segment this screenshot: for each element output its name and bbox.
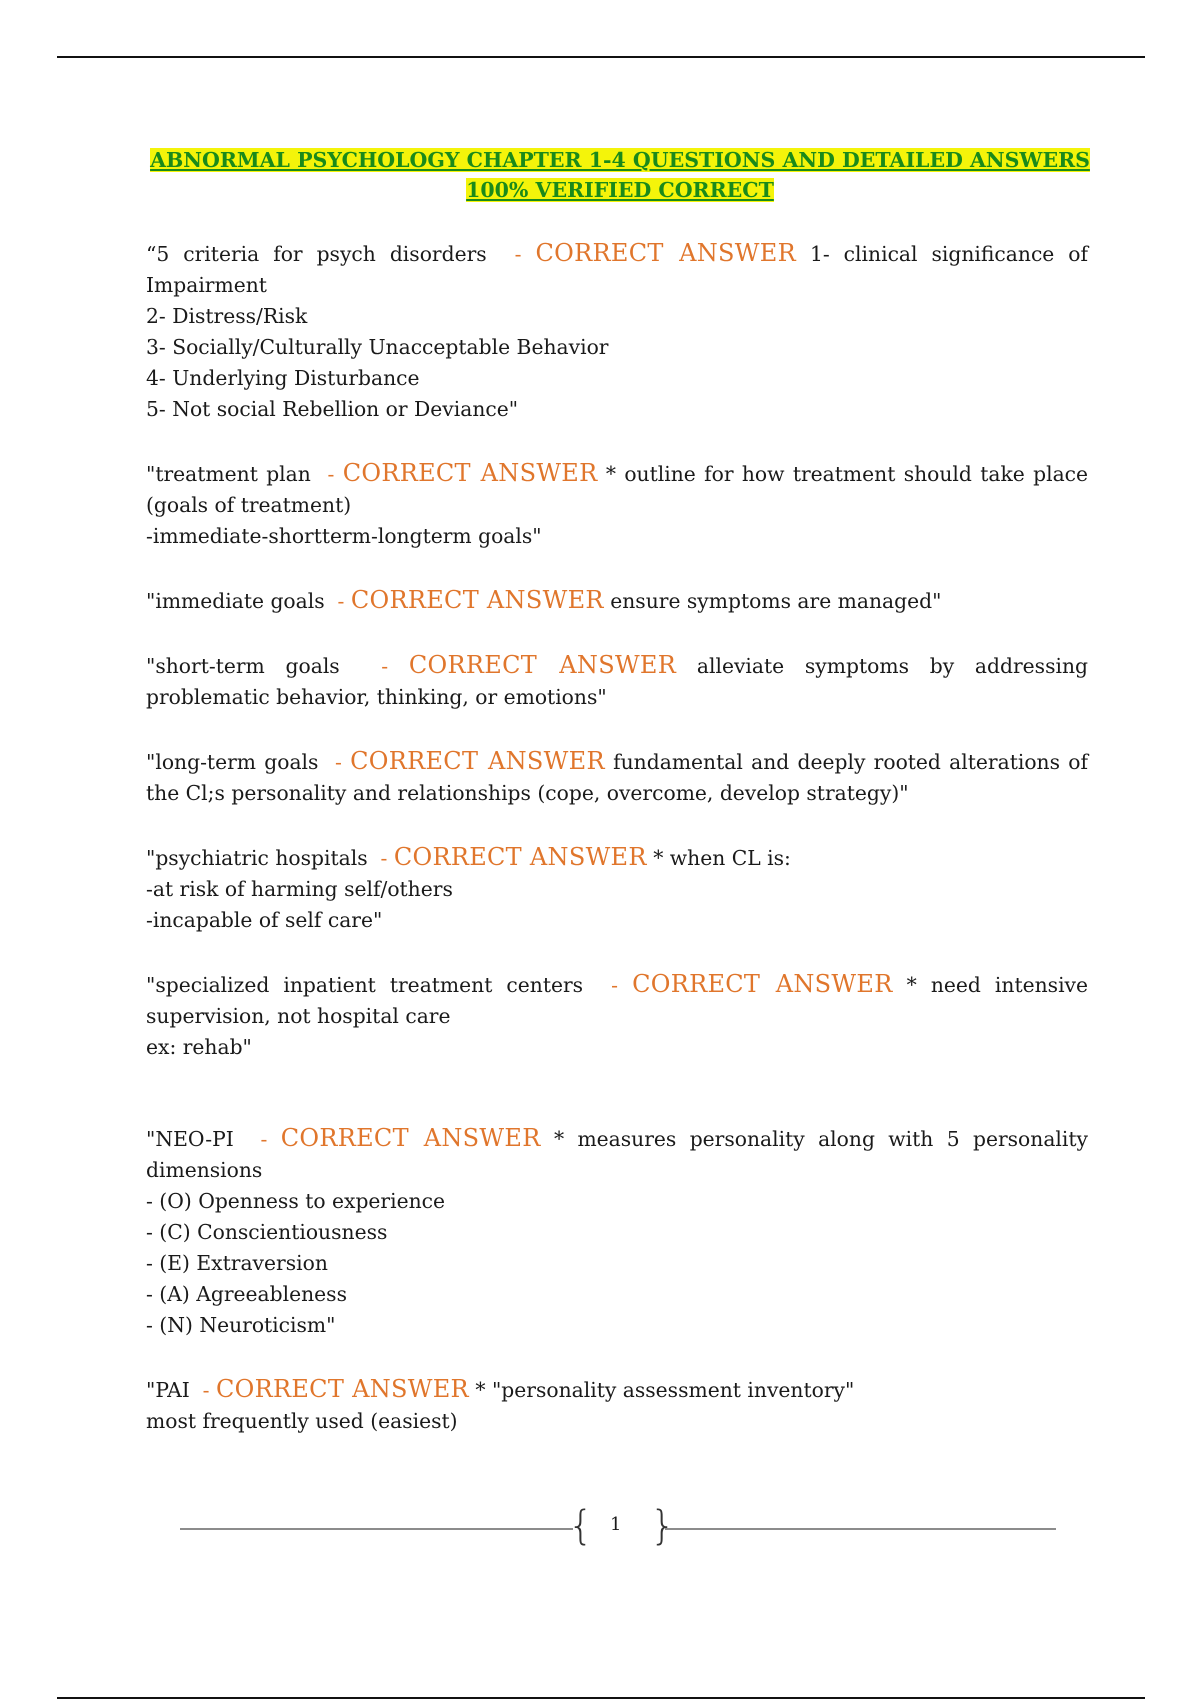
page-number: 1 xyxy=(610,1514,622,1535)
qa-entry xyxy=(146,1123,1088,1341)
footer-rule-left xyxy=(180,1528,573,1530)
qa-entry xyxy=(146,238,1088,425)
correct-answer-label: CORRECT ANSWER xyxy=(408,651,677,679)
answer-line: 2- Distress/Risk xyxy=(146,304,308,328)
qa-entry xyxy=(146,458,1088,552)
answer-line: 3- Socially/Culturally Unacceptable Behavior xyxy=(146,335,609,359)
correct-answer-label: CORRECT ANSWER xyxy=(342,459,598,487)
qa-entry xyxy=(146,1374,1088,1437)
answer-line: - (E) Extraversion xyxy=(146,1251,328,1275)
qa-entry xyxy=(146,969,1088,1063)
document-title xyxy=(130,145,1110,205)
entry-term: "short-term goals xyxy=(146,654,340,678)
separator-dash: - xyxy=(360,654,409,678)
answer-line: ensure symptoms are managed" xyxy=(610,589,942,613)
answer-line: 1- clinical significance of Impairment xyxy=(146,242,1088,297)
qa-list xyxy=(146,238,1088,1470)
entry-term: "immediate goals xyxy=(146,589,325,613)
separator-dash: - xyxy=(247,1127,281,1151)
answer-line: - (O) Openness to experience xyxy=(146,1189,446,1213)
page-footer xyxy=(180,1503,1056,1549)
right-brace-icon: } xyxy=(650,1503,676,1549)
correct-answer-label: CORRECT ANSWER xyxy=(215,1375,469,1403)
separator-dash: - xyxy=(374,846,394,870)
left-brace-icon: { xyxy=(568,1503,594,1549)
title-line-1: ABNORMAL PSYCHOLOGY CHAPTER 1-4 QUESTIONS AND DETAILED ANSWERS xyxy=(150,148,1090,172)
correct-answer-label: CORRECT ANSWER xyxy=(535,239,796,267)
footer-rule-right xyxy=(665,1528,1056,1530)
correct-answer-label: CORRECT ANSWER xyxy=(350,586,604,614)
answer-line: alleviate symptoms by addressing problematic behavior, thinking, or emotions" xyxy=(146,654,1089,709)
answer-line: -immediate-shortterm-longterm goals" xyxy=(146,524,542,548)
separator-dash: - xyxy=(597,973,633,997)
entry-term: "PAI xyxy=(146,1378,190,1402)
separator-dash: - xyxy=(331,589,351,613)
answer-line: fundamental and deeply rooted alterations of the Cl;s personality and relationships (cope, overcome, develop strategy)" xyxy=(146,750,1088,805)
correct-answer-label: CORRECT ANSWER xyxy=(350,747,605,775)
answer-line: ex: rehab" xyxy=(146,1035,252,1059)
entry-term: "specialized inpatient treatment centers xyxy=(146,973,584,997)
answer-line: * when CL is: xyxy=(653,846,791,870)
answer-line: -at risk of harming self/others xyxy=(146,877,453,901)
bottom-rule xyxy=(57,1697,1145,1699)
separator-dash: - xyxy=(500,242,536,266)
title-line-2: 100% VERIFIED CORRECT xyxy=(466,178,774,202)
correct-answer-label: CORRECT ANSWER xyxy=(280,1124,541,1152)
answer-line: * outline for how treatment should take place (goals of treatment) xyxy=(146,462,1089,517)
entry-term: "long-term goals xyxy=(146,750,319,774)
qa-entry xyxy=(146,746,1088,809)
entry-term: “5 criteria for psych disorders xyxy=(146,242,487,266)
answer-line: 4- Underlying Disturbance xyxy=(146,366,420,390)
answer-line: * "personality assessment inventory" xyxy=(475,1378,855,1402)
entry-term: "NEO-PI xyxy=(146,1127,234,1151)
answer-line: most frequently used (easiest) xyxy=(146,1409,458,1433)
separator-dash: - xyxy=(319,462,343,486)
answer-line: 5- Not social Rebellion or Deviance" xyxy=(146,397,519,421)
entry-term: "psychiatric hospitals xyxy=(146,846,368,870)
qa-entry xyxy=(146,585,1088,617)
qa-entry xyxy=(146,650,1088,713)
separator-dash: - xyxy=(196,1378,216,1402)
answer-line: - (A) Agreeableness xyxy=(146,1282,347,1306)
answer-line: * need intensive supervision, not hospital care xyxy=(146,973,1089,1028)
answer-line: * measures personality along with 5 personality dimensions xyxy=(146,1127,1089,1182)
correct-answer-label: CORRECT ANSWER xyxy=(632,970,893,998)
separator-dash: - xyxy=(326,750,351,774)
answer-line: -incapable of self care" xyxy=(146,908,383,932)
qa-entry xyxy=(146,842,1088,936)
top-rule xyxy=(57,56,1145,58)
correct-answer-label: CORRECT ANSWER xyxy=(393,843,647,871)
entry-term: "treatment plan xyxy=(146,462,311,486)
answer-line: - (C) Conscientiousness xyxy=(146,1220,388,1244)
answer-line: - (N) Neuroticism" xyxy=(146,1313,336,1337)
